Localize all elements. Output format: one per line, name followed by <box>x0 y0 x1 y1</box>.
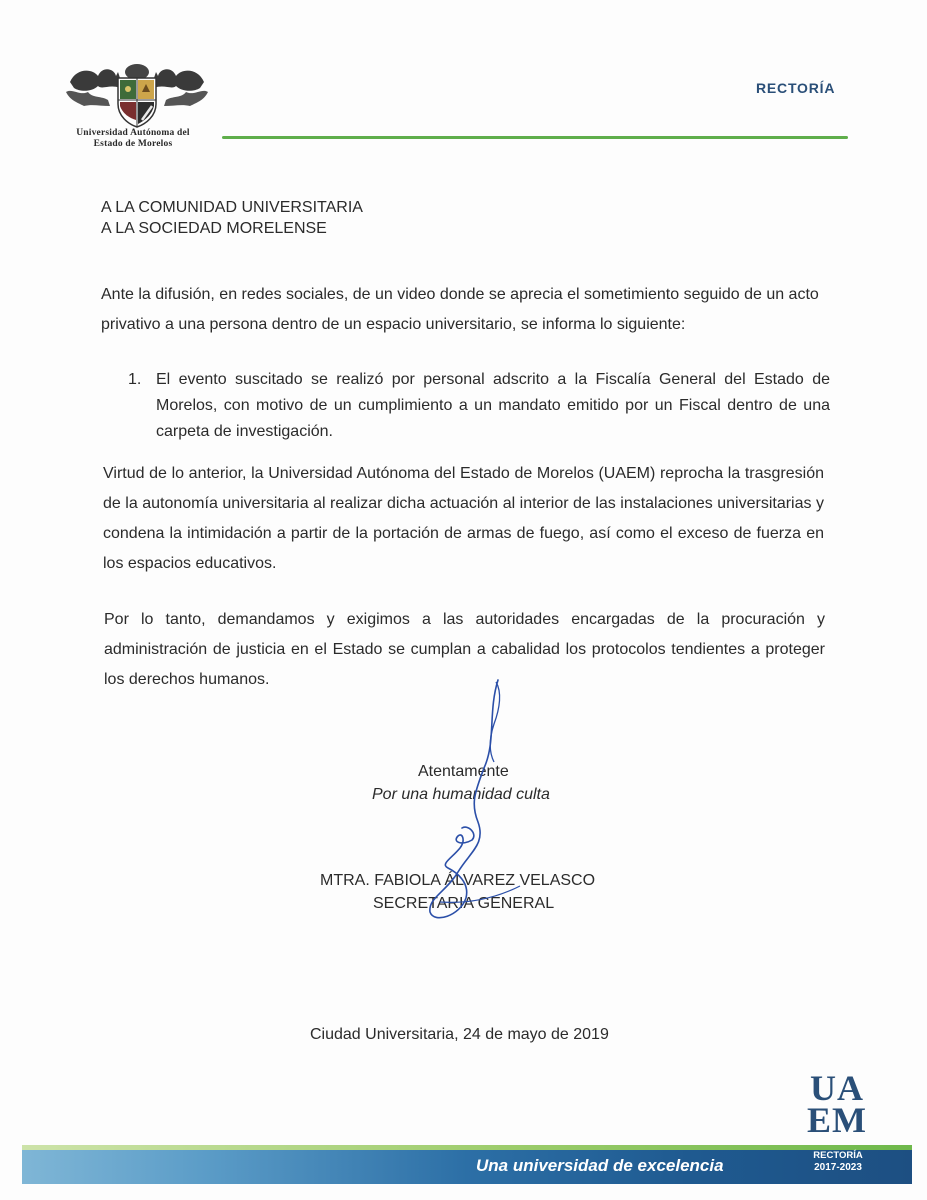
footer-tagline: Una universidad de excelencia <box>476 1156 724 1175</box>
closing-motto: Por una humanidad culta <box>372 786 550 803</box>
signer-role: SECRETARIA GENERAL <box>373 895 555 912</box>
salutation <box>101 197 363 239</box>
uaem-footer-logo <box>802 1068 872 1140</box>
signer-name: MTRA. FABIOLA ÁLVAREZ VELASCO <box>320 872 596 889</box>
numbered-list-item <box>128 367 828 445</box>
university-name-line2: Estado de Morelos <box>93 139 173 149</box>
header-divider <box>222 136 848 139</box>
university-name <box>58 128 208 150</box>
place-and-date: Ciudad Universitaria, 24 de mayo de 2019 <box>310 1026 609 1043</box>
footer-badge-years: 2017-2023 <box>814 1162 862 1173</box>
salutation-line2: A LA SOCIEDAD MORELENSE <box>101 220 327 237</box>
footer-badge-title: RECTORÍA <box>813 1150 863 1161</box>
footer-banner <box>22 1150 912 1184</box>
list-item-text: El evento suscitado se realizó por personal adscrito a la Fiscalía General del Estado de Morelos, con motivo de un cumplimiento a un mandato emitido por un Fiscal dentro de una carpeta de investigación. <box>156 371 830 440</box>
closing-regards: Atentamente <box>418 763 509 780</box>
footer-logo-line2: EM <box>807 1100 867 1140</box>
department-heading: RECTORÍA <box>756 80 836 96</box>
body-paragraph-demand: Por lo tanto, demandamos y exigimos a las autoridades encargadas de la procuración y administración de justicia en el Estado se cumplan a cabalidad los protocolos tendientes a proteger los derechos humanos. <box>104 611 825 688</box>
body-paragraph-statement: Virtud de lo anterior, la Universidad Autónoma del Estado de Morelos (UAEM) reprocha la trasgresión de la autonomía universitaria al realizar dicha actuación al interior de las instalaciones universitarias y condena la intimidación a partir de la portación de armas de fuego, así como el exceso de fuerza en los espacios educativos. <box>103 465 824 572</box>
body-paragraph-intro: Ante la difusión, en redes sociales, de un video donde se aprecia el sometimiento seguido de un acto privativo a una persona dentro de un espacio universitario, se informa lo siguiente: <box>101 286 819 333</box>
university-name-line1: Universidad Autónoma del <box>76 128 190 138</box>
list-item-number: 1. <box>128 371 142 388</box>
footer-rectoria-badge <box>798 1147 878 1186</box>
salutation-line1: A LA COMUNIDAD UNIVERSITARIA <box>101 199 363 216</box>
footer-logo-line1: UA <box>810 1068 864 1108</box>
